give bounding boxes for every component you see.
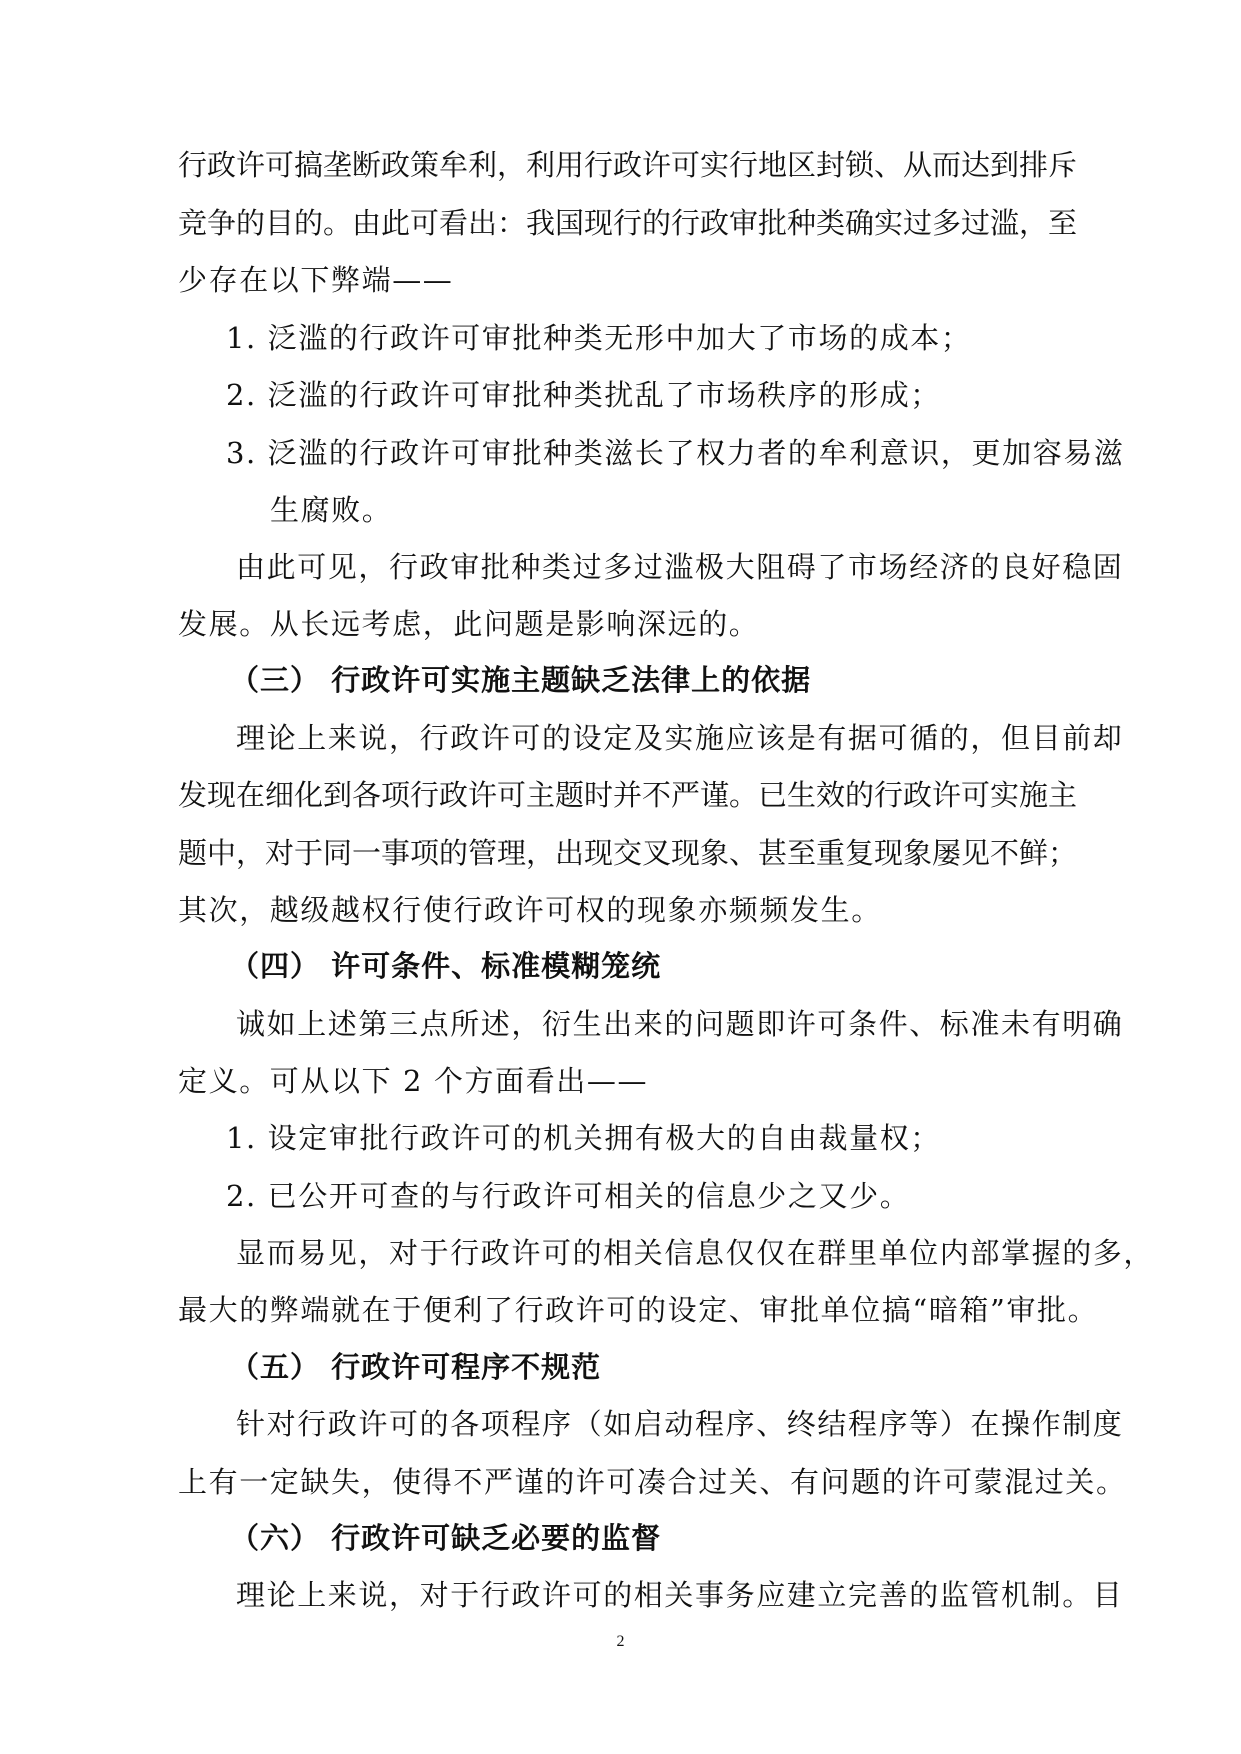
paragraph-line: 行政许可搞垄断政策牟利，利用行政许可实行地区封锁、从而达到排斥	[178, 148, 1078, 182]
list-item: 1. 设定审批行政许可的机关拥有极大的自由裁量权；	[226, 1121, 941, 1155]
paragraph-line: 定义。可从以下 2 个方面看出——	[178, 1064, 649, 1098]
list-item-continuation: 生腐败。	[270, 493, 393, 527]
page-number: 2	[616, 1633, 625, 1650]
paragraph-line: 理论上来说，对于行政许可的相关事务应建立完善的监管机制。目	[236, 1578, 1124, 1612]
paragraph-line: 题中，对于同一事项的管理，出现交叉现象、甚至重复现象屡见不鲜；	[178, 836, 1078, 870]
paragraph-line: 发现在细化到各项行政许可主题时并不严谨。已生效的行政许可实施主	[178, 778, 1078, 812]
paragraph-line: 其次，越级越权行使行政许可权的现象亦频频发生。	[178, 893, 882, 927]
paragraph-line: 少存在以下弊端——	[178, 263, 454, 297]
paragraph-line: 理论上来说，行政许可的设定及实施应该是有据可循的，但目前却	[236, 721, 1124, 755]
paragraph-line: 发展。从长远考虑，此问题是影响深远的。	[178, 607, 760, 641]
section-heading: （六） 行政许可缺乏必要的监督	[230, 1521, 662, 1555]
paragraph-line: 竞争的目的。由此可看出：我国现行的行政审批种类确实过多过滥，至	[178, 206, 1078, 240]
paragraph-line: 显而易见，对于行政许可的相关信息仅仅在群里单位内部掌握的多，	[236, 1236, 1155, 1270]
list-item: 2. 已公开可查的与行政许可相关的信息少之又少。	[226, 1179, 911, 1213]
paragraph-line: 上有一定缺失，使得不严谨的许可凑合过关、有问题的许可蒙混过关。	[178, 1465, 1127, 1499]
list-item: 2. 泛滥的行政许可审批种类扰乱了市场秩序的形成；	[226, 378, 941, 412]
paragraph-line: 诚如上述第三点所述，衍生出来的问题即许可条件、标准未有明确	[236, 1007, 1124, 1041]
section-heading: （五） 行政许可程序不规范	[230, 1350, 602, 1384]
paragraph-line: 最大的弊端就在于便利了行政许可的设定、审批单位搞“暗箱”审批。	[178, 1293, 1099, 1327]
paragraph-line: 针对行政许可的各项程序（如启动程序、终结程序等）在操作制度	[236, 1407, 1124, 1441]
section-heading: （三） 行政许可实施主题缺乏法律上的依据	[230, 663, 812, 697]
paragraph-line: 由此可见，行政审批种类过多过滥极大阻碍了市场经济的良好稳固	[236, 550, 1124, 584]
list-item: 1. 泛滥的行政许可审批种类无形中加大了市场的成本；	[226, 321, 972, 355]
section-heading: （四） 许可条件、标准模糊笼统	[230, 949, 662, 983]
list-item: 3. 泛滥的行政许可审批种类滋长了权力者的牟利意识，更加容易滋	[226, 436, 1125, 470]
